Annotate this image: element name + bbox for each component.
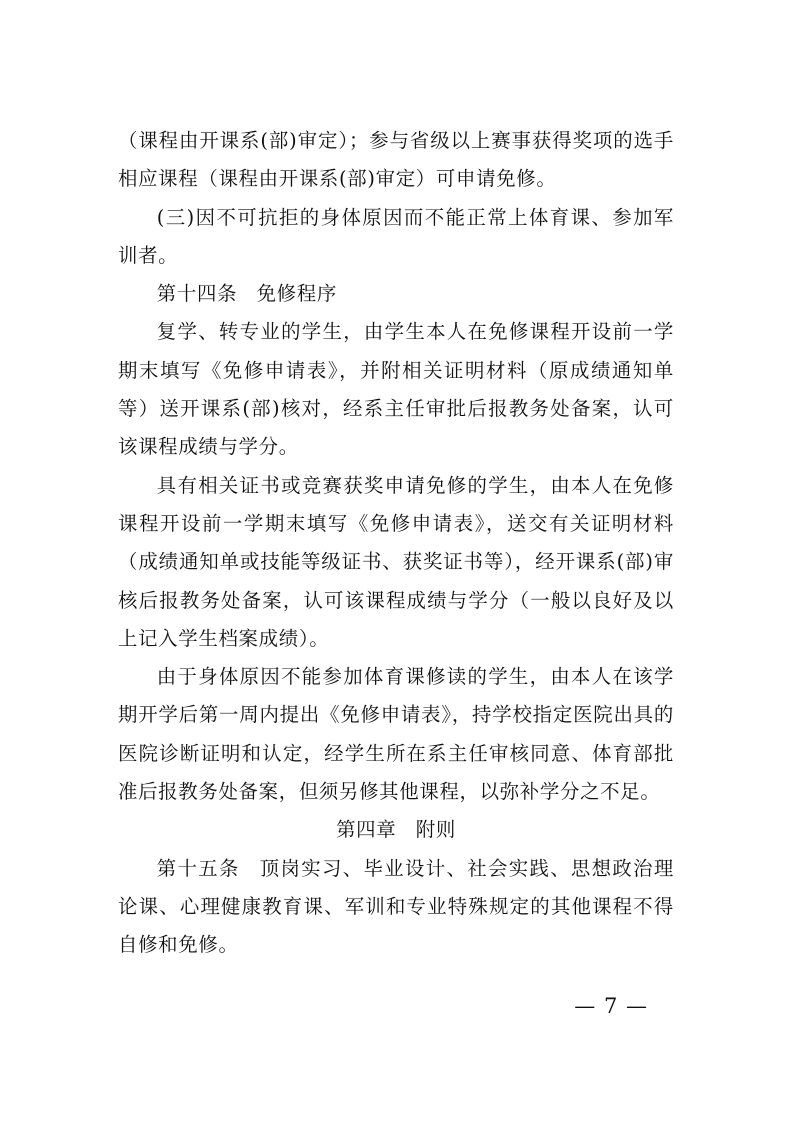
page-number: — 7 — bbox=[574, 994, 648, 1018]
chapter-4-heading bbox=[118, 811, 674, 849]
document-body bbox=[118, 122, 674, 965]
chapter-4-number: 第四章 bbox=[336, 818, 397, 842]
article-15-number: 第十五条 bbox=[156, 856, 240, 880]
chapter-4-title: 附则 bbox=[415, 818, 456, 842]
paragraph-certificate-students: 具有相关证书或竞赛获奖申请免修的学生，由本人在免修课程开设前一学期末填写《免修申请表》，送交有关证明材料（成绩通知单或技能等级证书、获奖证书等），经开课系(部)审核后报教务处备案，认可该课程成绩与学分（一般以良好及以上记入学生档案成绩）。 bbox=[118, 473, 674, 650]
article-14-title: 免修程序 bbox=[256, 282, 337, 306]
paragraph-physical-reason: (三)因不可抗拒的身体原因而不能正常上体育课、参加军训者。 bbox=[118, 205, 674, 267]
article-15-paragraph bbox=[118, 850, 674, 965]
paragraph-exam-courses: （课程由开课系(部)审定）；参与省级以上赛事获得奖项的选手相应课程（课程由开课系(部)审定）可申请免修。 bbox=[118, 129, 674, 191]
article-14-heading bbox=[118, 275, 674, 313]
paragraph-health-students: 由于身体原因不能参加体育课修读的学生，由本人在该学期开学后第一周内提出《免修申请表》，持学校指定医院出具的医院诊断证明和认定，经学生所在系主任审核同意、体育部批准后报教务处备案，但须另修其他课程，以弥补学分之不足。 bbox=[118, 665, 674, 804]
article-14-number: 第十四条 bbox=[156, 282, 238, 306]
paragraph-transfer-students: 复学、转专业的学生，由学生本人在免修课程开设前一学期末填写《免修申请表》，并附相关证明材料（原成绩通知单等）送开课系(部)核对，经系主任审批后报教务处备案，认可该课程成绩与学分。 bbox=[118, 320, 674, 459]
article-15-text: 顶岗实习、毕业设计、社会实践、思想政治理论课、心理健康教育课、军训和专业特殊规定的其他课程不得自修和免修。 bbox=[118, 856, 674, 957]
